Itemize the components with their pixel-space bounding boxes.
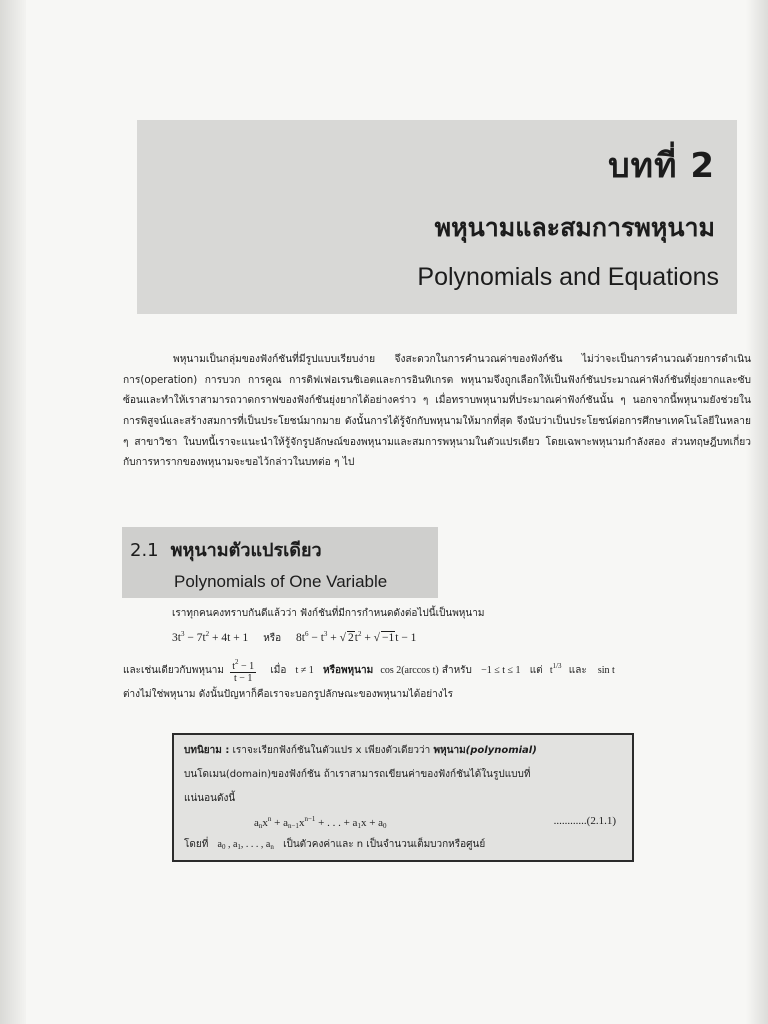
cos-expr: cos 2(arccos t) bbox=[380, 665, 439, 676]
and-word: และ bbox=[568, 665, 587, 676]
chapter-thai-title: พหุนามและสมการพหุนาม bbox=[434, 213, 715, 242]
page-edge-shadow-right bbox=[746, 0, 768, 1024]
for-word: สำหรับ bbox=[441, 665, 472, 676]
definition-term-polynomial: พหุนาม bbox=[433, 745, 466, 756]
definition-line-1-text: เราจะเรียกฟังก์ชันในตัวแปร x เพียงตัวเดียวว่า bbox=[232, 745, 431, 756]
section-header bbox=[122, 527, 438, 598]
when-word: เมื่อ bbox=[270, 665, 287, 676]
intro-paragraph: พหุนามเป็นกลุ่มของฟังก์ชันที่มีรูปแบบเรียบง่าย จึงสะดวกในการคำนวณค่าของฟังก์ชัน ไม่ว่าจะเป็นการคำนวณด้วยการดำเนินการ(operation) การบวก การคูณ การดิฟเฟอเรนชิเอตและการอินทิเกรต พหุนามจึงถูกเลือกให้เป็นฟังก์ชันประมาณค่าฟังก์ชันที่ยุ่งยากและซับซ้อนและทำให้เราสามารถวาดกราฟของฟังก์ชันยุ่งยากได้อย่างคร่าว ๆ เมื่อทราบพหุนามที่ประมาณค่าฟังก์ชันนั้น ๆ นอกจากนี้พหุนามยังช่วยในการพิสูจน์และสร้างสมการที่เป็นประโยชน์มากมาย ดังนั้นการได้รู้จักกับพหุนามให้มากที่สุด จึงนับว่าเป็นประโยชน์ต่อการศึกษาเทคโนโลยีในหลาย ๆ สาขาวิชา ในบทนี้เราจะแนะนำให้รู้จักรูปลักษณ์ของพหุนามและสมการพหุนามในตัวแปรเดียว โดยเฉพาะพหุนามกำลังสอง ส่วนทฤษฎีบทเกี่ยวกับการหารากของพหุนามจะขอไว้กล่าวในบทต่อ ๆ ไป bbox=[123, 354, 751, 469]
sin-expr: sin t bbox=[597, 665, 615, 676]
definition-line-2: บนโดเมน(domain)ของฟังก์ชัน ถ้าเราสามารถเขียนค่าของฟังก์ชันได้ในรูปแบบที่ bbox=[184, 769, 531, 780]
body-line-1: เราทุกคนคงทราบกันดีแล้วว่า ฟังก์ชันที่มีการกำหนดดังต่อไปนี้เป็นพหุนาม bbox=[172, 608, 485, 619]
chapter-header bbox=[137, 120, 737, 314]
t-cube-root: $t^{1/3}$ bbox=[549, 662, 562, 676]
coefficients: $a_0$ , $a_1$, . . . , $a_n$ bbox=[217, 839, 274, 851]
condition-ne: t ≠ 1 bbox=[295, 665, 314, 676]
equation-number: ............(2.1.1) bbox=[553, 815, 616, 827]
body-line-3 bbox=[123, 655, 615, 684]
definition-line-5-prefix: โดยที่ bbox=[184, 839, 209, 850]
chapter-english-title: Polynomials and Equations bbox=[417, 263, 719, 291]
definition-box bbox=[172, 733, 634, 862]
or-poly: หรือพหุนาม bbox=[322, 665, 374, 676]
body-line-4: ต่างไม่ใช่พหุนาม ดังนั้นปัญหาก็คือเราจะบอกรูปลักษณะของพหุนามได้อย่างไร bbox=[123, 689, 453, 700]
definition-line-5-suffix: เป็นตัวคงค่าและ n เป็นจำนวนเต็มบวกหรือศูนย์ bbox=[283, 839, 486, 850]
definition-line-1 bbox=[184, 743, 537, 758]
chapter-title: บทที่ 2 bbox=[608, 146, 715, 186]
range-expr: −1 ≤ t ≤ 1 bbox=[481, 665, 521, 676]
section-number: 2.1 bbox=[130, 540, 159, 561]
definition-line-5 bbox=[184, 837, 485, 852]
definition-term: บทนิยาม : bbox=[184, 745, 230, 756]
or-word: หรือ bbox=[263, 633, 282, 644]
but-word: แต่ bbox=[529, 665, 543, 676]
fraction: $\frac{t^2 - 1}{t - 1}$ bbox=[232, 657, 255, 684]
polynomial-formula: $a_nx^n + a_{n-1}x^{n-1}$ + . . . + $a_1x + a_0$ ............(2.1.1) bbox=[254, 815, 616, 830]
section-english-title: Polynomials of One Variable bbox=[174, 572, 388, 591]
section-thai-title: พหุนามตัวแปรเดียว bbox=[170, 540, 322, 561]
polynomial-examples: $3t^3 - 7t^2 + 4t + 1$ หรือ $8t^6 - t^3$ + √ $2t^2$ + √ −1t − 1 bbox=[172, 630, 417, 644]
definition-line-3: แน่นอนดังนี้ bbox=[184, 793, 236, 804]
definition-term-english: (polynomial) bbox=[465, 745, 537, 756]
page-edge-shadow bbox=[0, 0, 26, 1024]
section-title bbox=[130, 535, 322, 564]
line3-prefix: และเช่นเดียวกับพหุนาม bbox=[123, 665, 225, 676]
